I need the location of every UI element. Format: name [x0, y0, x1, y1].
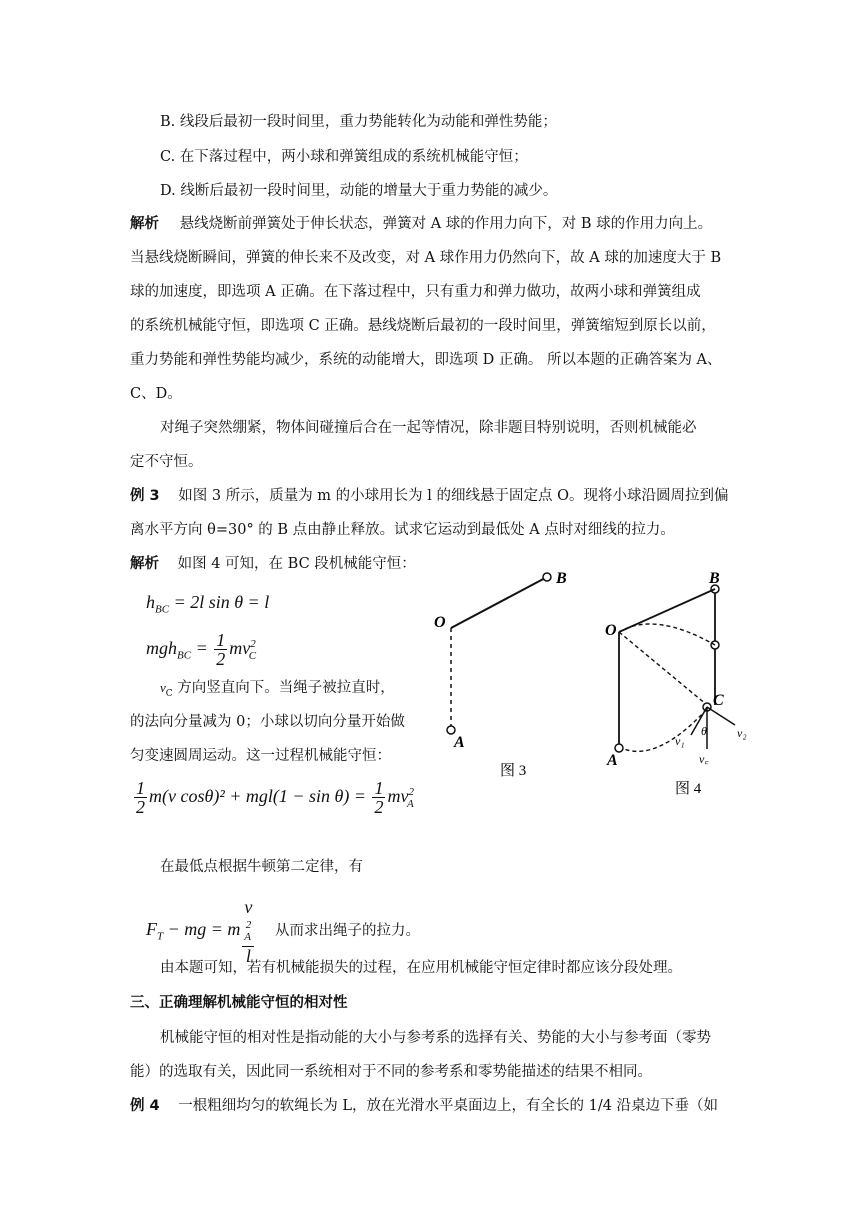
circular-motion-line: 匀变速圆周运动。这一过程机械能守恒：: [130, 748, 391, 764]
analysis-label: 解析: [130, 216, 159, 232]
figure-4-caption: 图 4: [675, 781, 702, 797]
figure-3-caption: 图 3: [500, 763, 527, 779]
analysis-line-4: 的系统机械能守恒，即选项 C 正确。悬线烧断后最初的一段时间里，弹簧缩短到原长以前，: [130, 318, 716, 334]
fraction-half: $\frac{1}{2}$: [216, 630, 226, 670]
option-c: C. 在下落过程中，两小球和弹簧组成的系统机械能守恒；: [160, 149, 528, 165]
note-line-1: 对绳子突然绷紧，物体间碰撞后合在一起等情况，除非题目特别说明，否则机械能必: [160, 420, 697, 436]
analysis-line-2: 当悬线烧断瞬间，弹簧的伸长来不及改变，对 A 球作用力仍然向下，故 A 球的加速度大于 B: [130, 250, 722, 266]
option-b: B. 线段后最初一段时间里，重力势能转化为动能和弹性势能；: [160, 114, 557, 130]
equation-tension: $F_T$ − mg = m v $^2_A$ l 从而求出绳子的拉力。: [146, 897, 421, 966]
analysis-paragraph-1: 解析 悬线烧断前弹簧处于伸长状态，弹簧对 A 球的作用力向下，对 B 球的作用力向上。: [130, 216, 713, 232]
figure-3-diagram: [420, 565, 580, 785]
equation-energy-bc: mgh$_{BC}$ = $\frac{1}{2}$ $mv^2_C$: [146, 630, 257, 670]
figure-4-label-b: B: [709, 570, 720, 587]
figure-4-diagram: [595, 565, 775, 805]
figure-3-label-b: B: [556, 570, 567, 587]
figure-3-label-o: O: [434, 614, 446, 631]
example-4-line-1: 例 4 一根粗细均匀的软绳长为 L，放在光滑水平桌面边上，有全长的 1/4 沿桌边下垂（如: [130, 1098, 719, 1114]
newton-line: 在最低点根据牛顿第二定律，有: [160, 859, 363, 875]
figure-4-label-v1: v₁: [675, 734, 685, 748]
figure-4-label-c: C: [713, 692, 724, 709]
figure-4-label-theta: θ: [701, 724, 707, 738]
normal-component-line: 的法向分量减为 0；小球以切向分量开始做: [130, 714, 405, 730]
figure-4-label-a: A: [607, 752, 618, 769]
analysis-line-6: C、D。: [130, 386, 182, 402]
section-line-2: 能）的选取有关，因此同一系统相对于不同的参考系和零势能描述的结果不相同。: [130, 1064, 652, 1080]
figure-4-vector-v2: [707, 707, 735, 725]
figure-4-label-o: O: [605, 622, 617, 639]
figure-4-label-vc: v꜀: [699, 752, 709, 766]
figure-3-ball-b: [543, 573, 551, 581]
example-4-label: 例 4: [130, 1098, 160, 1114]
vc-direction-line: $v_C$ 方向竖直向下。当绳子被拉直时，: [160, 680, 395, 699]
figure-4-ball-a: [615, 744, 623, 752]
figure-3-label-a: A: [454, 734, 465, 751]
figure-4-label-v2: v₂: [737, 726, 747, 740]
example-3-line-1: 例 3 如图 3 所示，质量为 m 的小球用长为 l 的细线悬于固定点 O。现将小球沿圆周拉到偏: [130, 488, 729, 504]
example-3-label: 例 3: [130, 488, 160, 504]
section-line-1: 机械能守恒的相对性是指动能的大小与参考系的选择有关、势能的大小与参考面（零势: [160, 1030, 711, 1046]
figure-3-ball-a: [447, 726, 455, 734]
figure-4-string-oc: [619, 632, 707, 705]
example-3-line-2: 离水平方向 θ=30° 的 B 点由静止释放。试求它运动到最低处 A 点时对细线的拉力。: [130, 522, 675, 538]
analysis-line-3: 球的加速度，即选项 A 正确。在下落过程中，只有重力和弹力做功，故两小球和弹簧组成: [130, 284, 701, 300]
figure-4-arc-upper: [619, 624, 715, 645]
figure-3-rod: [451, 577, 547, 628]
conclusion-line: 由本题可知，若有机械能损失的过程，在应用机械能守恒定律时都应该分段处理。: [160, 960, 682, 976]
analysis-2-line-1: 解析 如图 4 可知，在 BC 段机械能守恒：: [130, 556, 416, 572]
equation-h-bc: $h_{BC} = 2l$ sin θ = l: [146, 592, 270, 616]
section-heading: 三、正确理解机械能守恒的相对性: [130, 995, 348, 1011]
equation-energy-ca: $\frac{1}{2}$ m(v cosθ)² + mgl(1 − sin θ) = $\frac{1}{2}$ $mv^2_A$: [136, 778, 414, 818]
note-line-2: 定不守恒。: [130, 454, 203, 470]
analysis-2-label: 解析: [130, 556, 159, 572]
option-d: D. 线断后最初一段时间里，动能的增量大于重力势能的减少。: [160, 183, 558, 199]
analysis-line-5: 重力势能和弹性势能均减少，系统的动能增大，即选项 D 正确。 所以本题的正确答案为 A、: [130, 352, 722, 368]
